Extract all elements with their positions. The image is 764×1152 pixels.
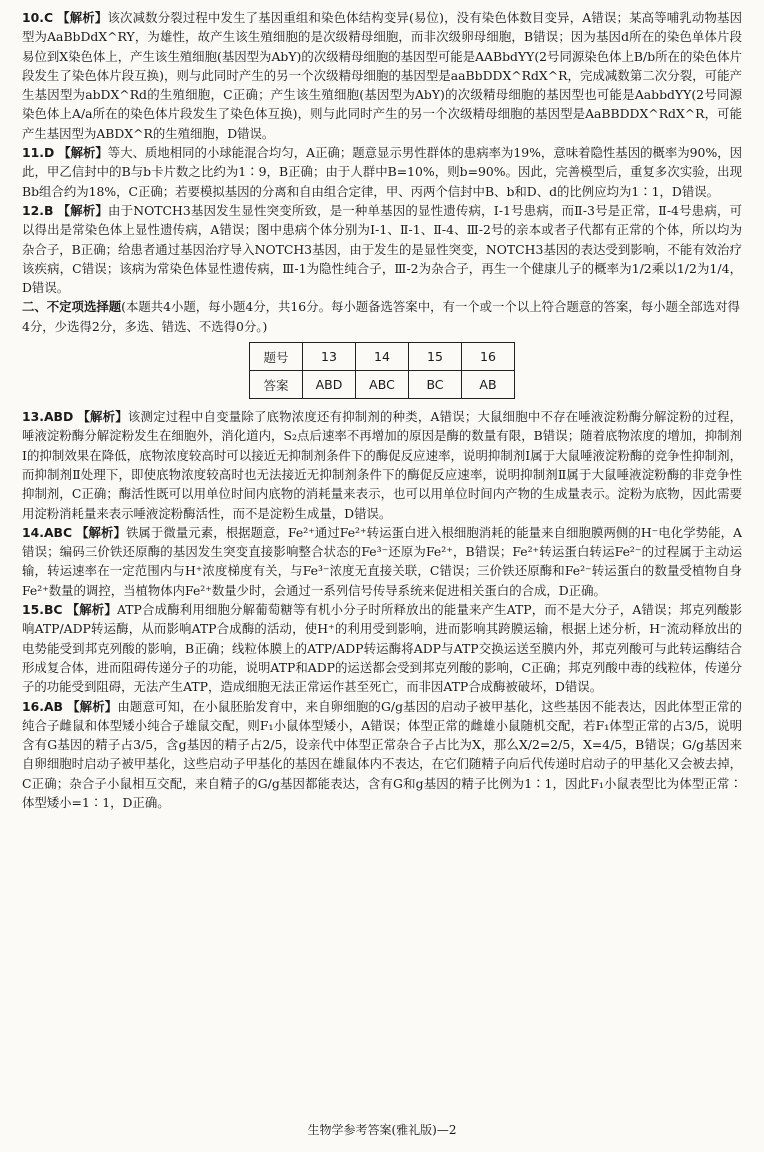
question-number-cell: 14: [356, 343, 409, 371]
answer-item-11: [22, 143, 742, 201]
answer-item-10: [22, 8, 742, 143]
analysis-text: 由于NOTCH3基因发生显性突变所致，是一种单基因的显性遗传病，Ⅰ-1号患病，而Ⅱ-3号是正常，Ⅱ-4号患病，可以得出是常染色体上显性遗传病，A错误；图中患病个体分别为Ⅰ-1、Ⅱ-1、Ⅱ-4、Ⅲ-2号的亲本或者子代都有正常的个体，所以均为杂合子，B正确；给患者通过基因治疗导入NOTCH3基因，由于发生的是显性突变，NOTCH3基因的表达受到影响，不能有效治疗该疾病，C错误；该病为常染色体显性遗传病，Ⅲ-1为隐性纯合子，Ⅲ-2为杂合子，再生一个健康儿子的概率为1/2乘以1/2为1/4，D错误。: [22, 202, 742, 296]
analysis-tag: 【解析】: [58, 145, 108, 161]
analysis-text: 由题意可知，在小鼠胚胎发育中，来自卵细胞的G/g基因的启动子被甲基化，这些基因不能表达，因此体型正常的纯合子雌鼠和体型矮小纯合子雄鼠交配，则F₁小鼠体型矮小，A错误；体型正常的雌雄小鼠随机交配，若F₁体型正常的占3/5，说明含有G基因的精子占3/5，含g基因的精子占2/5，设亲代中体型正常杂合子占比为X，那么X/2=2/5，X=4/5，B错误；G/g基因来自卵细胞时启动子被甲基化，这些启动子甲基化的基因在雄鼠体内不表达，在它们随精子向后代传递时启动子的甲基化又会被去掉，C正确；杂合子小鼠相互交配，来自精子的G/g基因都能表达，含有G和g基因的精子比例为1∶1，因此F₁小鼠表型比为体型正常∶体型矮小=1∶1，D正确。: [22, 698, 742, 810]
analysis-text: 该次减数分裂过程中发生了基因重组和染色体结构变异(易位)，没有染色体数目变异，A错误；某高等哺乳动物基因型为AaBbDdX^RY，为雄性，故产生该生殖细胞的是次级精母细胞，而非次级卵母细胞，B错误；因为基因d所在的染色单体片段易位到X染色体上，产生该生殖细胞(基因型为AbY)的次级精母细胞的基因型可能是AABbdYY(2号同源染色体上B/b所在的染色体片段发生了染色体片段互换)，则与此同时产生的另一个次级精母细胞的基因型是aaBbDDX^RdX^R，完成减数第二次分裂，可能产生基因型为abDX^Rd的生殖细胞，C正确；产生该生殖细胞(基因型为AbY)的次级精母细胞的基因型也可能是AabbdYY(2号同源染色体上A/a所在的染色体片段发生了染色体互换)，则与此同时产生的另一个次级精母细胞的基因型是AaBBDDX^RdX^R，可能产生基因型为ABDX^R的生殖细胞，D错误。: [22, 10, 743, 141]
answer-cell: AB: [462, 371, 515, 399]
item-number: 15.BC: [22, 602, 63, 618]
question-number-cell: 15: [409, 343, 462, 371]
item-number: 16.AB: [22, 698, 63, 714]
section-title: 二、不定项选择题: [22, 299, 122, 315]
section-description: (本题共4小题，每小题4分，共16分。每小题备选答案中，有一个或一个以上符合题意的答案，每小题全部选对得4分，少选得2分，多选、错选、不选得0分。): [22, 299, 740, 334]
analysis-text: ATP合成酶利用细胞分解葡萄糖等有机小分子时所释放出的能量来产生ATP，而不是大分子，A错误；邦克列酸影响ATP/ADP转运酶，从而影响ATP合成酶的活动，使H⁺的利用受到影响，进而影响其跨膜运输，根据上述分析，H⁻流动释放出的电势能受到邦克列酸的影响，B正确；线粒体膜上的ATP/ADP转运酶将ADP与ATP交换运送至膜内外，邦克列酸可与此转运酶结合形成复合体，进而阻碍传递分子的功能，说明ATP和ADP的运送都会受到邦克列酸的影响，C正确；邦克列酸中毒的线粒体，传递分子的功能受到阻碍，无法产生ATP，造成细胞无法正常运作甚至死亡，而非因ATP合成酶被破坏，D错误。: [22, 602, 742, 695]
question-number-cell: 13: [303, 343, 356, 371]
answer-table-row-numbers: [250, 343, 515, 371]
answer-item-16: [22, 697, 742, 813]
question-number-cell: 16: [462, 343, 515, 371]
analysis-tag: 【解析】: [77, 409, 128, 425]
section-heading: [22, 297, 742, 336]
analysis-tag: 【解析】: [67, 698, 118, 714]
analysis-text: 该测定过程中自变量除了底物浓度还有抑制剂的种类，A错误；大鼠细胞中不存在唾液淀粉酶分解淀粉的过程，唾液淀粉酶分解淀粉发生在细胞外，消化道内，S₂点后速率不再增加的原因是酶的数量有限，B错误；随着底物浓度的增加，抑制剂Ⅰ的抑制效果在降低，底物浓度较高时可以接近无抑制剂条件下的酶促反应速率，说明抑制剂Ⅰ属于大鼠唾液淀粉酶的竞争性抑制剂，而抑制剂Ⅱ处理下，即使底物浓度较高时也无法接近无抑制剂条件下的酶促反应速率，说明抑制剂Ⅱ属于大鼠唾液淀粉酶的非竞争性抑制剂，C正确；酶活性既可以用单位时间内底物的消耗量来表示，也可以用单位时间内产物的生成量表示。淀粉为底物，因此需要用淀粉消耗量来表示唾液淀粉酶活性，而不是淀粉生成量，D错误。: [22, 409, 742, 521]
analysis-text: 等大、质地相同的小球能混合均匀，A正确；题意显示男性群体的患病率为19%，意味着隐性基因的概率为90%，因此，甲乙信封中的B与b卡片数之比约为1∶9，B正确；由于人群中B=10%，则b=90%。因此，完善模型后，重复多次实验，出现Bb组合约为18%，C正确；若要模拟基因的分离和自由组合定律，甲、丙两个信封中B、b和D、d的比例应均为1∶1，D错误。: [22, 145, 743, 199]
item-number: 12.B: [22, 202, 54, 218]
answer-cell: ABC: [356, 371, 409, 399]
answer-item-15: [22, 600, 742, 696]
analysis-tag: 【解析】: [57, 10, 108, 25]
answer-table: [249, 342, 515, 399]
answer-item-12: [22, 201, 742, 297]
item-number: 10.C: [22, 10, 54, 25]
answer-cell: BC: [409, 371, 462, 399]
analysis-tag: 【解析】: [76, 524, 126, 540]
item-number: 13.ABD: [22, 409, 74, 425]
analysis-tag: 【解析】: [57, 202, 109, 218]
answer-item-14: [22, 523, 742, 600]
answer-table-row-answers: [250, 371, 515, 399]
row-label-answer: 答案: [250, 371, 303, 399]
item-number: 14.ABC: [22, 524, 73, 540]
answer-item-13: [22, 407, 742, 523]
page-footer: 生物学参考答案(雅礼版)—2: [307, 1123, 457, 1137]
analysis-text: 铁属于微量元素，根据题意，Fe²⁺通过Fe²⁺转运蛋白进入根细胞消耗的能量来自细胞膜两侧的H⁻电化学势能，A错误；编码三价铁还原酶的基因发生突变直接影响整合状态的Fe³⁻还原为Fe²⁺，B错误；Fe²⁺转运蛋白转运Fe²⁻的过程属于主动运输，转运速率在一定范围内与H⁺浓度梯度有关，与Fe³⁻浓度无直接关联，C错误；三价铁还原酶和Fe²⁻转运蛋白的数量受植物自身Fe²⁺数量的调控，当植物体内Fe²⁺数量少时，会通过一系列信号传导系统来促进相关蛋白的合成，D正确。: [22, 524, 743, 598]
item-number: 11.D: [22, 145, 55, 161]
row-label-number: 题号: [250, 343, 303, 371]
analysis-tag: 【解析】: [66, 602, 117, 618]
answer-cell: ABD: [303, 371, 356, 399]
